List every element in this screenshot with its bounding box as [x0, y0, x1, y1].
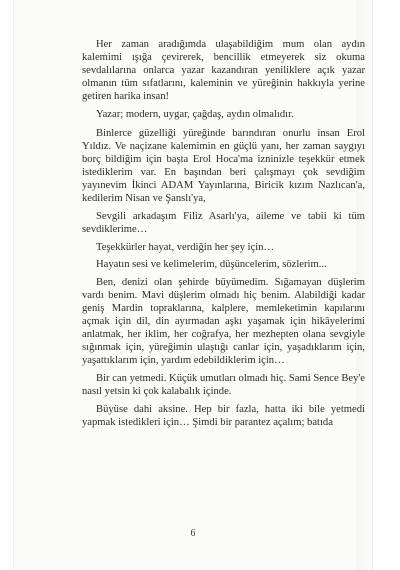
page-number: 6	[190, 528, 196, 539]
paragraph: Binlerce güzelliği yüreğinde barındıran onurlu insan Erol Yıldız. Ve naçizane kalemimin en güçlü yanı, her zaman saygıyı borç bildiğim için başta Erol Hoca'ma izninizle teşekkür etmek istediklerim var. En başından beri çalışmayı çok sevdiğim yayınevim İkinci ADAM Yayınlarına, Biricik kızım Nazlıcan'a, kedilerim Nisan ve Şanslı'ya,	[82, 127, 365, 205]
body-text	[82, 38, 365, 435]
paragraph: Bir can yetmedi. Küçük umutları olmadı hiç. Sami Sence Bey'e nasıl yetsin ki çok kalabalık içinde.	[82, 373, 365, 398]
paragraph: Ben, denizi olan şehirde büyümedim. Sığamayan düşlerim vardı benim. Mavi düşlerim olmadı hiç benim. Alabildiği kadar geniş Mardin topraklarına, kalplere, memleketimin kapılarını açmak için dil, din ayırmadan aşkı yaşamak için hikâyelerimi anlatmak, her iklim, her coğrafya, her mezhepten olana sevgiyle sığınmak için, yüreğimin ulaştığı canlar için, yaşadıklarım için, yaşattıklarım için, yardım edebildiklerim için…	[82, 276, 365, 367]
paragraph: Hayatın sesi ve kelimelerim, düşüncelerim, sözlerim...	[96, 259, 327, 271]
paragraph: Her zaman aradığımda ulaşabildiğim mum olan aydın kalemimi ışığa çevirerek, bencillik etmeyerek siz okuma sevdalılarına onlarca yazar kazandıran yeniliklere açık yazar olmanın tüm sıfatlarını, kaleminin ve yüreğinin hakkıyla yerine getiren harika insan!	[82, 39, 365, 103]
book-page	[14, 0, 372, 570]
paragraph: Yazar; modern, uygar, çağdaş, aydın olmalıdır.	[96, 109, 294, 121]
paragraph: Teşekkürler hayat, verdiğin her şey için…	[96, 242, 275, 254]
paragraph: Sevgili arkadaşım Filiz Asarlı'ya, aileme ve tabii ki tüm sevdiklerime…	[82, 211, 365, 236]
paragraph: Büyüse dahi aksine. Hep bir fazla, hatta iki bile yetmedi yapmak istedikleri için… Şimdi bir parantez açalım; batıda	[82, 404, 365, 429]
